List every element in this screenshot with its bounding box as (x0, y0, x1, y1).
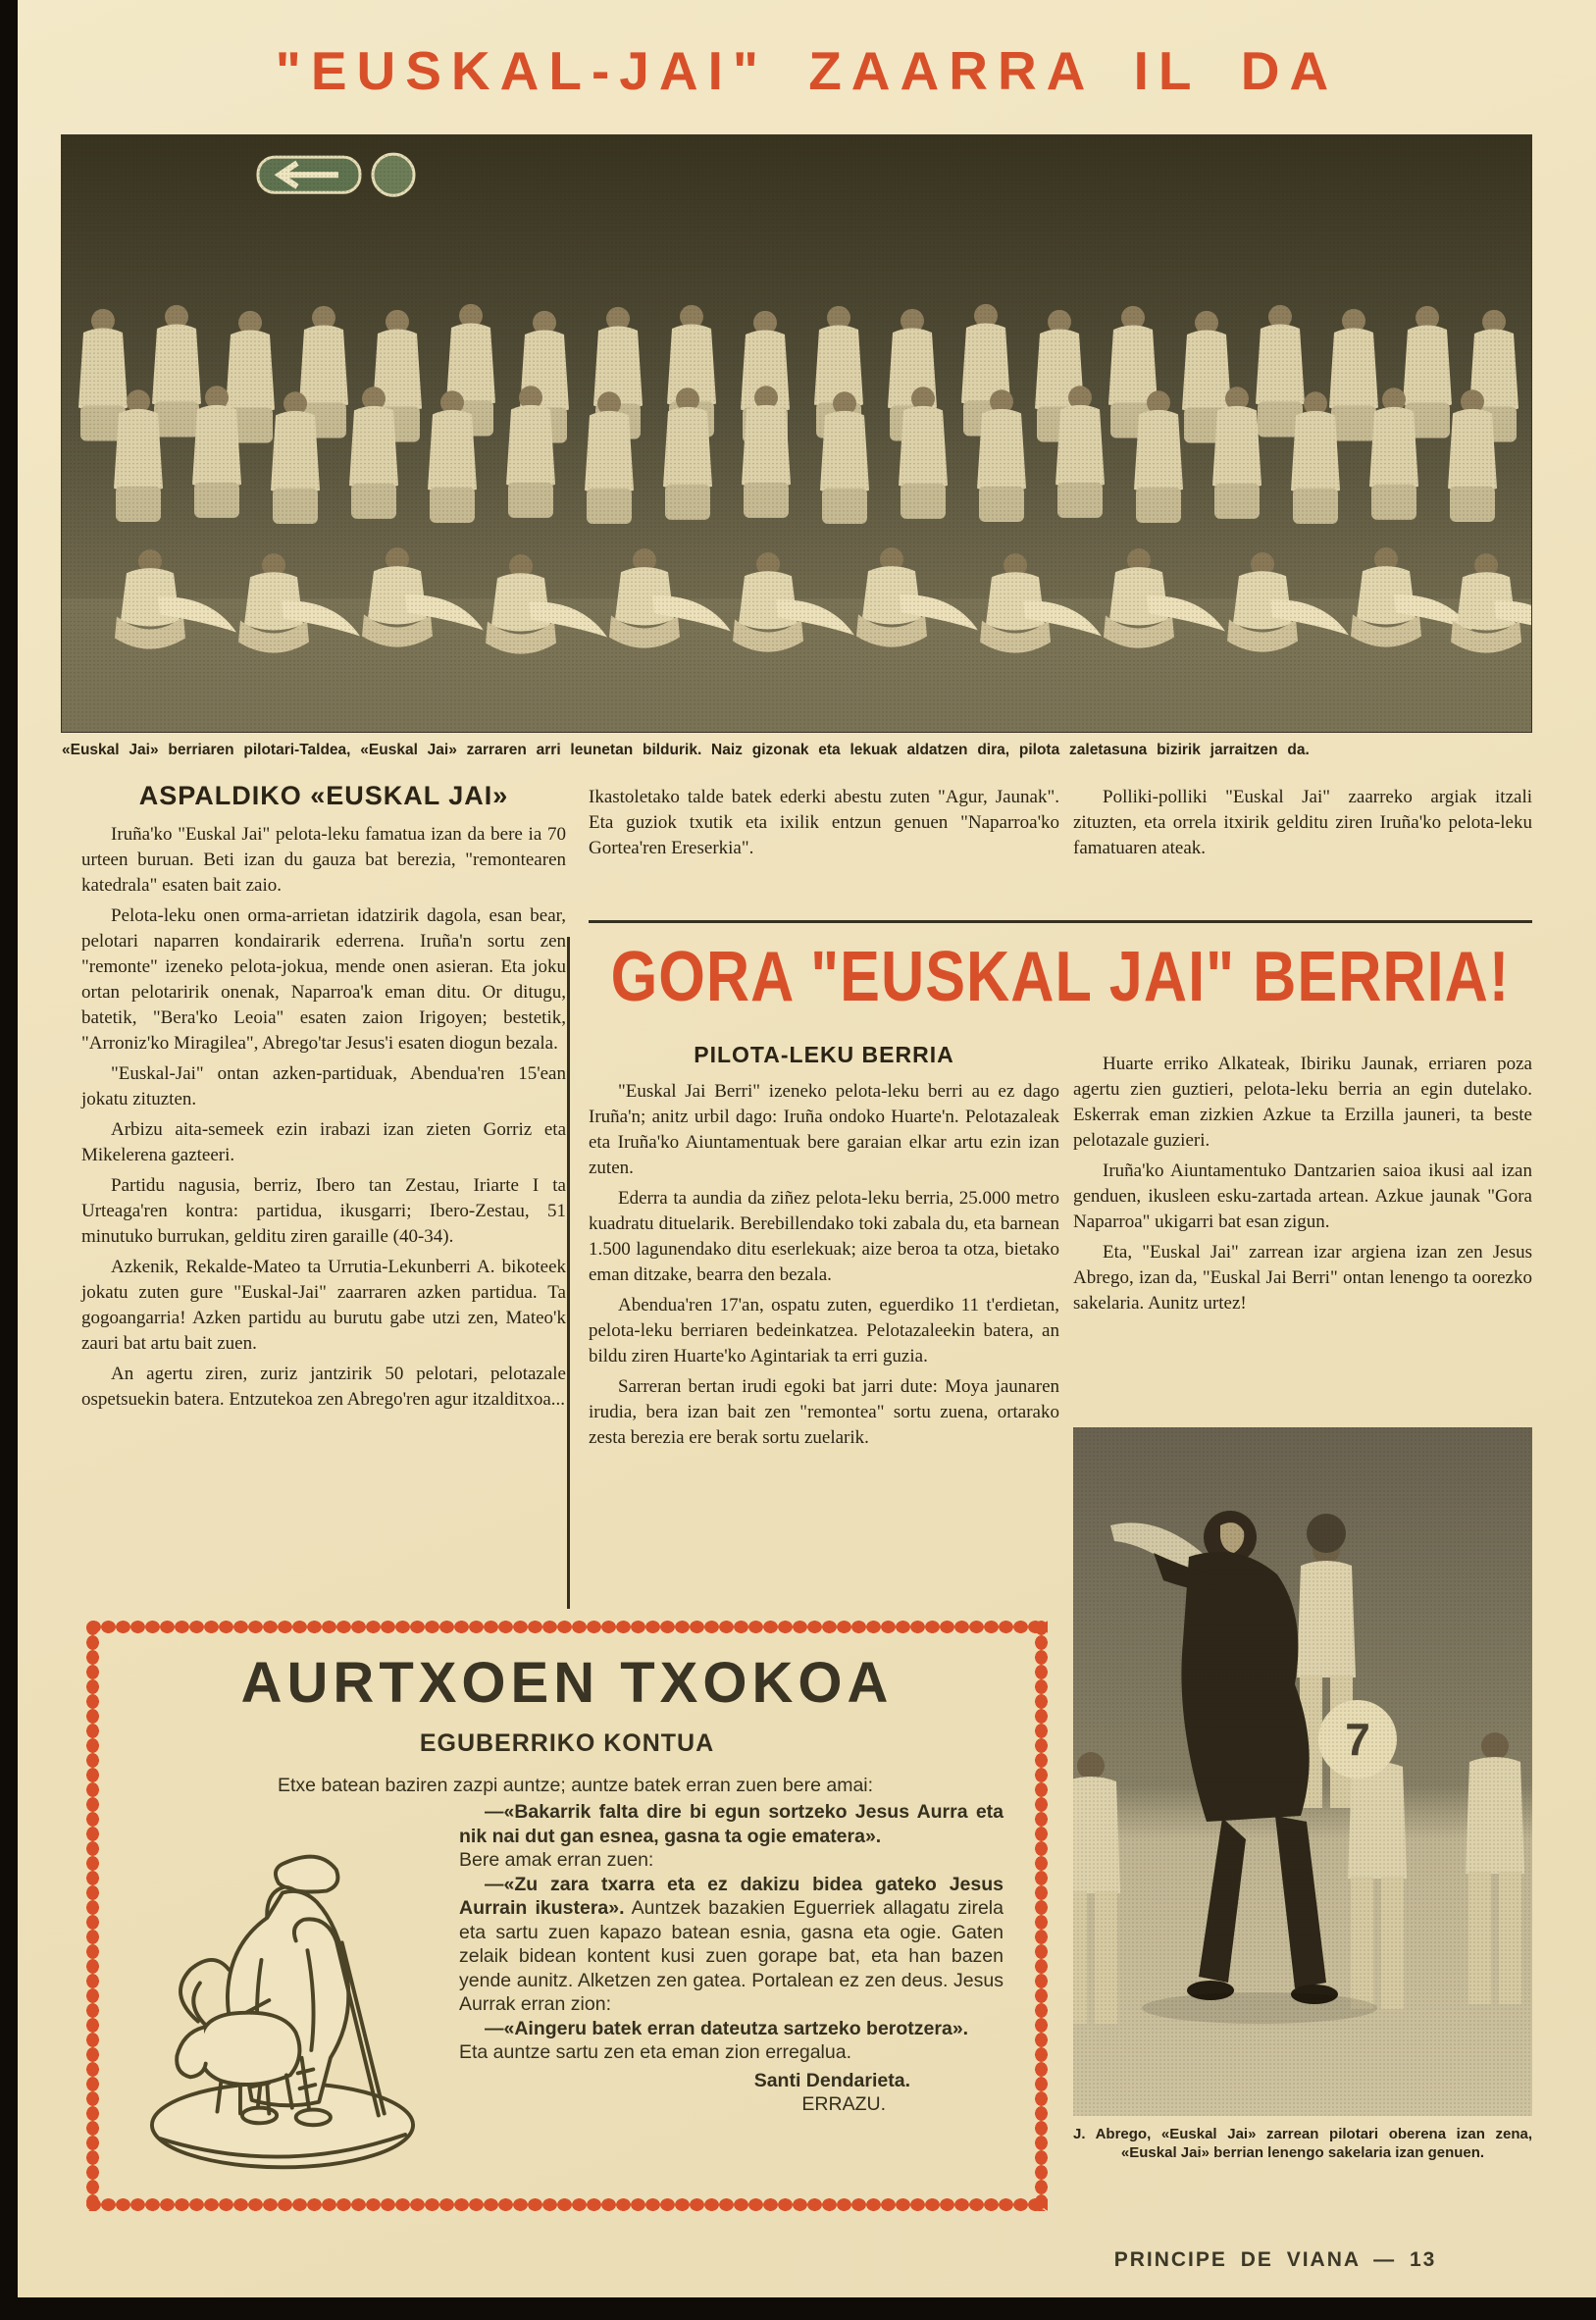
team-photo (62, 135, 1531, 732)
middle-column (589, 1042, 1059, 1456)
middle-column-intro (589, 785, 1059, 866)
story-continuation: Auntzek bazakien Eguerriek allagatu zirela eta sartu zuen kapazo batean esnia, gasna eta ogie. Gaten zelaik bidean kontent kusi zuen gorape bat, eta han bazen yende aunitz. Alketzen zen gatea. Portalean ez zen deus. Jesus Aurrak erran zion: (459, 1897, 1004, 2015)
story-quote: —«Zu zara txarra eta ez dakizu bidea gateko Jesus Aurrain ikustera». (459, 1873, 1004, 1919)
pilota-leku-heading: PILOTA-LEKU BERRIA (694, 1042, 954, 1067)
shepherd-goat-illustration (135, 1826, 430, 2181)
story-intro: Etxe batean baziren zazpi auntze; auntze batek erran zuen bere amai: (278, 1775, 874, 1796)
abrego-photo-illustration (1073, 1427, 1532, 2116)
paragraph: Abendua'ren 17'an, ospatu zuten, eguerdiko 11 t'erdietan, pelota-leku berriaren bedeinkatzea. Pelotazaleekin batera, an bildu ziren Huarte'ko Agintariak ta erri guzia. (589, 1295, 1059, 1366)
paragraph: "Euskal-Jai" ontan azken-partiduak, Abendua'ren 15'ean jokatu zituzten. (81, 1063, 566, 1109)
paper (18, 0, 1596, 2297)
paragraph: Iruña'ko "Euskal Jai" pelota-leku famatua izan da bere ia 70 urteen buruan. Beti izan du gauza bat berezia, "remontearen katedrala" esaten bait zaio. (81, 824, 566, 896)
team-photo-caption: «Euskal Jai» berriaren pilotari-Taldea, «Euskal Jai» zarraren arri leunetan bildurik. Naiz gizonak eta lekuak aldatzen dira, pilota zaletasuna bizirik jarraitzen da. (62, 742, 1310, 758)
team-photo-illustration (62, 135, 1531, 732)
paragraph: Ikastoletako talde batek ederki abestu zuten "Agur, Jaunak". Eta guziok txutik eta ixilik entzun genuen "Naparroa'ko Gortea'ren Ereserkia". (589, 787, 1059, 858)
page-title: "EUSKAL-JAI" ZAARRA IL DA (275, 40, 1339, 101)
paragraph: An agertu ziren, zuriz jantzirik 50 pelotari, pelotazale ospetsuekin batera. Entzutekoa zen Abrego'ren agur itzalditxoa... (81, 1364, 566, 1410)
story-row (86, 1800, 1048, 2181)
paragraph: Huarte erriko Alkateak, Ibiriku Jaunak, erriaren poza agertu zien guztieri, pelota-leku berria an egin dutelako. Eskerrak eman zizkien Azkue ta Erzilla jauneri, ta beste pelotazale guzieri. (1073, 1054, 1532, 1151)
box-border-bottom (86, 2198, 1048, 2211)
story-quote: —«Aingeru batek erran dateutza sartzeko berotzera». (485, 2017, 969, 2039)
paragraph: Polliki-polliki "Euskal Jai" zaarreko argiak itzali zituzten, eta orrela itxirik gelditu ziren Iruña'ko pelota-leku famatuaren ateak. (1073, 787, 1532, 858)
paragraph: Arbizu aita-semeek ezin irabazi izan zieten Gorriz eta Mikelerena gazteeri. (81, 1119, 566, 1165)
column-divider (567, 937, 570, 1609)
paragraph: Iruña'ko Aiuntamentuko Dantzarien saioa ikusi aal izan genduen, ikusleen esku-zartada artean. Azkue jaunak "Gora Naparroa" ukigarri bat esan zigun. (1073, 1160, 1532, 1232)
txokoa-subtitle: EGUBERRIKO KONTUA (419, 1729, 715, 1757)
page-number: PRINCIPE DE VIANA — 13 (1113, 2248, 1437, 2271)
gora-headline: GORA "EUSKAL JAI" BERRIA! (610, 937, 1511, 1016)
right-column-intro (1073, 785, 1532, 866)
section-rule (589, 920, 1532, 923)
abrego-photo-caption: J. Abrego, «Euskal Jai» zarrean pilotari oberena izan zena, «Euskal Jai» berrian lenengo sakelaria izan genuen. (1073, 2126, 1532, 2161)
story-signature-place: ERRAZU. (801, 2093, 886, 2115)
box-border-top (86, 1621, 1048, 1633)
paragraph: Partidu nagusia, berriz, Ibero tan Zestau, Iriarte I ta Urteaga'ren kontra: partidua, ikusgarri; Ibero-Zestau, 51 minutuko burrukan, gelditu ziren garaille (40-34). (81, 1175, 566, 1247)
story-signature: Santi Dendarieta. (753, 2069, 910, 2091)
paragraph: Ederra ta aundia da ziñez pelota-leku berria, 25.000 metro kuadratu dituelarik. Berebillendako toki zabala du, eta barnean 1.500 lagunendako ditu eserlekuak; aize beroa ta otza, bietako eman ditzake, bearra den bezala. (589, 1188, 1059, 1285)
right-column (1073, 1052, 1532, 1321)
aurtxoen-txokoa-box (86, 1621, 1048, 2211)
story-paragraph (459, 1873, 1004, 2017)
story-line: Eta auntze sartu zen eta eman zion erregalua. (459, 2041, 851, 2063)
box-border-right (1035, 1621, 1048, 2211)
paragraph: Pelota-leku onen orma-arrietan idatzirik dagola, esan bear, pelotari naparren kondairarik ederrena. Iruña'n sortu zen "remonte" izeneko pelota-jokua, mende onen asieran. Eta joku ortan pelotaririk onenak, Naparroa'k eman ditu. Or ditugu, batetik, "Bera'ko Leoia" esaten zaion Irigoyen; bestetik, "Arroniz'ko Miragilea", Abrego'tar Jesus'i esaten diogun bezala. (81, 905, 566, 1054)
story-text (430, 1800, 1004, 2181)
story-line: Bere amak erran zuen: (459, 1849, 654, 1871)
abrego-photo (1073, 1427, 1532, 2116)
paragraph: Eta, "Euskal Jai" zarrean izar argiena izan zen Jesus Abrego, izan da, "Euskal Jai Berri" ontan lenengo ta oorezko sakelaria. Aunitz urtez! (1073, 1242, 1532, 1314)
story-quote: —«Bakarrik falta dire bi egun sortzeko Jesus Aurra eta nik nai dut gan esnea, gasna ta ogie ematera». (459, 1801, 1004, 1847)
paragraph: Sarreran bertan irudi egoki bat jarri dute: Moya jaunaren irudia, bera izan bait zen "remontea" sortu zuena, ortarako zesta berezia ere berak sortu zuelarik. (589, 1376, 1059, 1448)
left-column (81, 783, 566, 1418)
left-column-heading: ASPALDIKO «EUSKAL JAI» (138, 781, 509, 810)
shepherd-goat-drawing (135, 1826, 430, 2181)
paragraph: Azkenik, Rekalde-Mateo ta Urrutia-Lekunberri A. bikoteek jokatu zuten gure "Euskal-Jai" zaarraren azken partidua. Ta gogoangarria! Azken partidu au burutu gabe utzi zen, Mateo'k zauri bat artu bait zuen. (81, 1257, 566, 1354)
txokoa-title: AURTXOEN TXOKOA (240, 1651, 894, 1715)
box-border-left (86, 1621, 99, 2211)
paragraph: "Euskal Jai Berri" izeneko pelota-leku berri au ez dago Iruña'n; anitz urbil dago: Iruña ondoko Huarte'n. Pelotazaleak eta Iruña'ko Aiuntamentuak bere garaian elkar artu ezin izan zuten. (589, 1081, 1059, 1178)
